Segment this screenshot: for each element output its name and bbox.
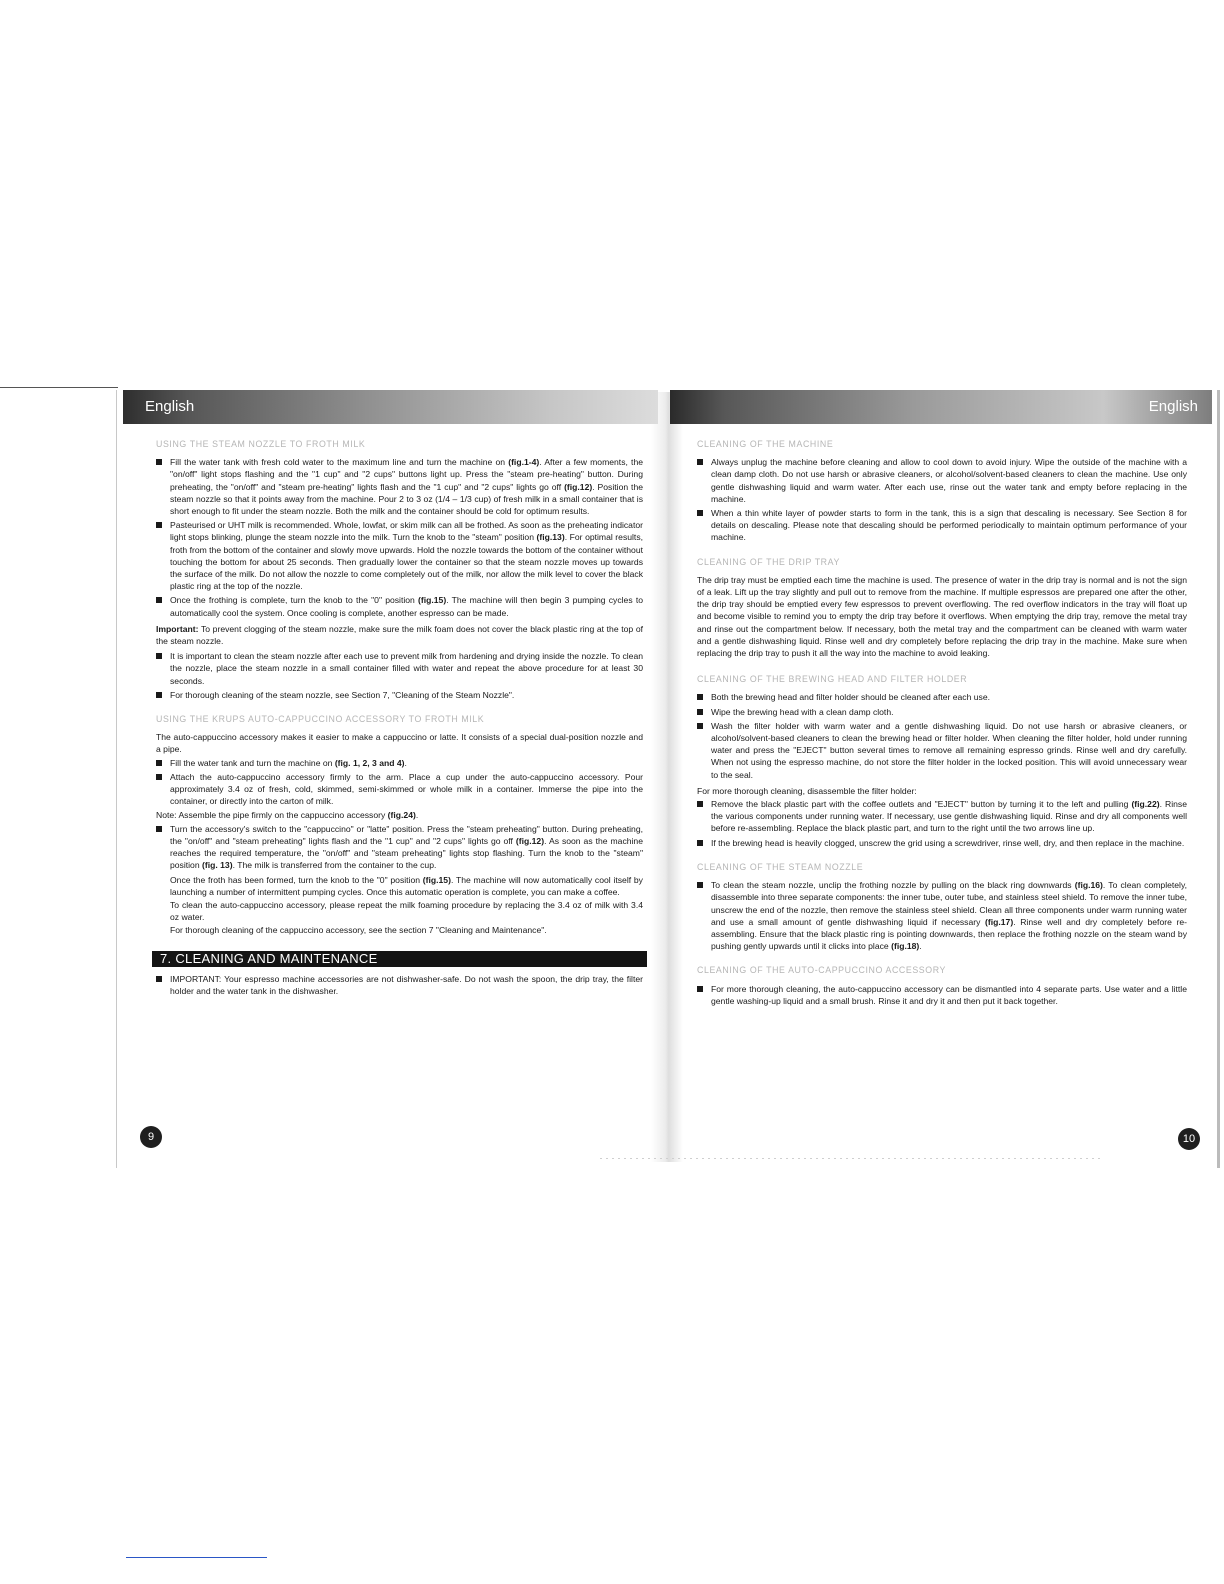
assembly-note: Note: Assemble the pipe firmly on the cappuccino accessory (fig.24).: [156, 810, 419, 821]
bullet-square-icon: [697, 882, 703, 888]
auto-cappuccino-intro: The auto-cappuccino accessory makes it easier to make a cappuccino or latte. It consists of a special dual-position nozzle and a pipe.: [156, 732, 643, 755]
subheading-brewing-head: CLEANING OF THE BREWING HEAD AND FILTER HOLDER: [697, 674, 968, 685]
bullet-square-icon: [156, 653, 162, 659]
bullet-square-icon: [697, 709, 703, 715]
page-gutter: [651, 392, 683, 1162]
subheading-auto-cappuccino-cleaning: CLEANING OF THE AUTO-CAPPUCCINO ACCESSORY: [697, 965, 946, 976]
thorough-cleaning-paragraph: For thorough cleaning of the cappuccino accessory, see the section 7 "Cleaning and Maintenance".: [170, 925, 547, 936]
list-item: Fill the water tank and turn the machine on (fig. 1, 2, 3 and 4).: [156, 757, 643, 769]
list-item: Both the brewing head and filter holder should be cleaned after each use.: [697, 691, 1187, 703]
steam-nozzle-cleaning-list: [697, 879, 1187, 952]
bullet-square-icon: [697, 694, 703, 700]
list-item: When a thin white layer of powder starts to form in the tank, this is a sign that descaling is necessary. See Section 8 for details on descaling. Please note that descaling should be performed periodically to maintain optimum performance of your machine.: [697, 507, 1187, 544]
froth-complete-paragraph: Once the froth has been formed, turn the knob to the "0" position (fig.15). The machine will now automatically cool itself by launching a number of intermittent pumping cycles. Once this automatic operation is complete, you can make a coffee.: [170, 874, 643, 897]
bullet-square-icon: [156, 774, 162, 780]
header-language-right: English: [1148, 398, 1198, 415]
list-item: IMPORTANT: Your espresso machine accessories are not dishwasher-safe. Do not wash the spoon, the drip tray, the filter holder and the water tank in the dishwasher.: [156, 973, 643, 997]
subheading-steam-nozzle-cleaning: CLEANING OF THE STEAM NOZZLE: [697, 861, 864, 872]
list-item: Always unplug the machine before cleaning and allow to cool down to avoid injury. Wipe the outside of the machine with a clean damp cloth. Do not use harsh or abrasive cleaners, or alcohol/solvent-based cleaners to clean the machine. Use only gentle dishwashing liquid and warm water. After each use, rinse out the water tank and empty before replacing in the machine.: [697, 456, 1187, 505]
bullet-square-icon: [156, 459, 162, 465]
steam-nozzle-list-2: [156, 650, 643, 701]
list-item: It is important to clean the steam nozzle after each use to prevent milk from hardening and drying inside the nozzle. To clean the nozzle, place the steam nozzle in a small container filled with water and repeat the above procedure for at least 30 seconds.: [156, 650, 643, 687]
subheading-steam-nozzle: USING THE STEAM NOZZLE TO FROTH MILK: [156, 439, 366, 449]
bullet-square-icon: [697, 459, 703, 465]
list-item: Remove the black plastic part with the coffee outlets and "EJECT" button by turning it to the left and pulling (fig.22). Rinse the various components under running water. If necessary, use gentle dishwashing liquid. Rinse and dry all components well before re-assembling. Replace the black plastic part, and turn to the right until the two arrows line up.: [697, 798, 1187, 835]
bullet-square-icon: [697, 840, 703, 846]
bullet-square-icon: [156, 976, 162, 982]
auto-cappuccino-list: [156, 757, 643, 808]
bottom-dotted-line: [600, 1158, 1100, 1159]
brewing-head-list: [697, 691, 1187, 780]
auto-cappuccino-list-2: [156, 823, 643, 872]
section-title-cleaning-maintenance: 7. CLEANING AND MAINTENANCE: [152, 951, 647, 967]
page-number-left: 9: [140, 1126, 162, 1148]
list-item: For more thorough cleaning, the auto-cappuccino accessory can be dismantled into 4 separate parts. Use water and a little gentle washing-up liquid and a small brush. Rinse it and dry it and then put it back together.: [697, 983, 1187, 1007]
top-left-rule: [0, 387, 118, 388]
bullet-square-icon: [156, 692, 162, 698]
list-item: Attach the auto-cappuccino accessory firmly to the arm. Place a cup under the auto-cappuccino accessory. Pour approximately 3.4 oz of fresh, cold, skimmed, semi-skimmed or whole milk in a container. Immerse the pipe into the container, or directly into the carton of milk.: [156, 771, 643, 808]
filter-holder-intro: For more thorough cleaning, disassemble the filter holder:: [697, 785, 917, 796]
auto-cappuccino-cleaning-list: [697, 983, 1187, 1007]
subheading-auto-cappuccino: USING THE KRUPS AUTO-CAPPUCCINO ACCESSORY TO FROTH MILK: [156, 714, 485, 725]
right-page-edge: [1217, 390, 1220, 1168]
left-page-content: [156, 438, 643, 1001]
list-item: Turn the accessory's switch to the "cappuccino" or "latte" position. Press the "steam preheating" button. During preheating, the "on/off" and "steam preheating" lights flash and the "1 cup" and "2 cups" lights go off (fig.12). As soon as the machine reaches the required temperature, the "on/off" and "steam preheating" lights stop flashing. Turn the knob to the "steam" position (fig. 13). The milk is transferred from the container to the cup.: [156, 823, 643, 872]
bullet-square-icon: [156, 522, 162, 528]
bullet-square-icon: [156, 597, 162, 603]
list-item: To clean the steam nozzle, unclip the frothing nozzle by pulling on the black ring downwards (fig.16). To clean completely, disassemble into three separate components: the inner tube, outer tube, and stainless steel shield. To remove the inner tube, unscrew the end of the nozzle, then remove the stainless steel shield. Clean all three components under warm running water and use a small amount of gentle dishwashing liquid if necessary (fig.17). Rinse well and dry completely before re-assembling. Ensure that the black plastic ring is pointing downwards, then replace the frothing nozzle on the steam wand by pushing gently upwards until it clicks into place (fig.18).: [697, 879, 1187, 952]
page-number-right: 10: [1178, 1128, 1200, 1150]
list-item: Wash the filter holder with warm water and a gentle dishwashing liquid. Do not use harsh or abrasive cleaners, or alcohol/solvent-based cleaners to clean the brewing head or filter holder. When cleaning the filter holder, hold under running water and press the "EJECT" button several times to remove all remaining espresso grinds. Rinse well and dry carefully. When not using the espresso machine, do not store the filter holder in the locked position. This will avoid unnecessary wear to the seal.: [697, 720, 1187, 781]
bullet-square-icon: [697, 986, 703, 992]
cleaning-maintenance-list: [156, 973, 643, 997]
left-page-edge: [116, 390, 117, 1168]
bullet-square-icon: [156, 760, 162, 766]
bottom-blue-rule: [126, 1557, 267, 1558]
subheading-drip-tray: CLEANING OF THE DRIP TRAY: [697, 556, 840, 567]
drip-tray-paragraph: The drip tray must be emptied each time the machine is used. The presence of water in the drip tray is normal and is not the sign of a leak. Lift up the tray slightly and pull out to remove from the machine. If multiple espressos are prepared one after the other, the drip tray should be emptied every few espressos to prevent overflowing. The red overflow indicators in the tray will float up and become visible to remind you to empty the drip tray before it overflows. When emptying the drip tray, remove the metal tray and rinse out the compartment below. If necessary, both the metal tray and the compartment can be cleaned with warm water and a gentle dishwashing liquid. Rinse well and dry completely before replacing the drip tray in the machine. Make sure when replacing the drip tray to push it all the way into the machine to avoid leaking.: [697, 574, 1187, 659]
subheading-cleaning-machine: CLEANING OF THE MACHINE: [697, 439, 834, 449]
header-language-left: English: [145, 398, 195, 415]
right-page-content: [697, 438, 1187, 1011]
bullet-square-icon: [697, 801, 703, 807]
bullet-square-icon: [697, 510, 703, 516]
clean-accessory-paragraph: To clean the auto-cappuccino accessory, please repeat the milk foaming procedure by replacing the 3.4 oz of milk with 3.4 oz water.: [170, 899, 643, 923]
list-item: For thorough cleaning of the steam nozzle, see Section 7, "Cleaning of the Steam Nozzle".: [156, 689, 643, 701]
cleaning-machine-list: [697, 456, 1187, 543]
filter-holder-list: [697, 798, 1187, 849]
important-note: Important: To prevent clogging of the steam nozzle, make sure the milk foam does not cover the black plastic ring at the top of the steam nozzle.: [156, 623, 643, 647]
bullet-square-icon: [156, 826, 162, 832]
header-band-right: [670, 390, 1212, 424]
list-item: Wipe the brewing head with a clean damp cloth.: [697, 706, 1187, 718]
steam-nozzle-list: [156, 456, 643, 619]
bullet-square-icon: [697, 723, 703, 729]
list-item: Fill the water tank with fresh cold water to the maximum line and turn the machine on (fig.1-4). After a few moments, the "on/off" light stops flashing and the "1 cup" and "2 cups" buttons light up. Press the "steam pre-heating" button. During preheating, the "on/off" and "steam pre-heating" lights flash and the "1 cup" and "2 cups" lights go off (fig.12). Position the steam nozzle so that it points away from the machine. Pour 2 to 3 oz (1/4 – 1/3 cup) of fresh milk in a small container that is short enough to fit under the steam nozzle. Both the milk and the container should be cold for optimum results.: [156, 456, 643, 517]
list-item: If the brewing head is heavily clogged, unscrew the grid using a screwdriver, rinse well, dry, and then replace in the machine.: [697, 837, 1187, 849]
header-band-left: [123, 390, 658, 424]
list-item: Once the frothing is complete, turn the knob to the "0" position (fig.15). The machine will then begin 3 pumping cycles to automatically cool the system. Once cooling is complete, another espresso can be made.: [156, 594, 643, 618]
list-item: Pasteurised or UHT milk is recommended. Whole, lowfat, or skim milk can all be frothed. As soon as the preheating indicator light stops blinking, plunge the steam nozzle into the milk. Turn the knob to the "steam" position (fig.13). For optimal results, froth from the bottom of the container and slowly move upwards. Hold the nozzle towards the bottom of the container without touching the bottom for about 25 seconds. Then gradually lower the container so that the steam nozzle moves up towards the surface of the milk. Do not allow the nozzle to come completely out of the milk, nor allow the milk level to cover the black plastic ring at the top of the nozzle.: [156, 519, 643, 592]
